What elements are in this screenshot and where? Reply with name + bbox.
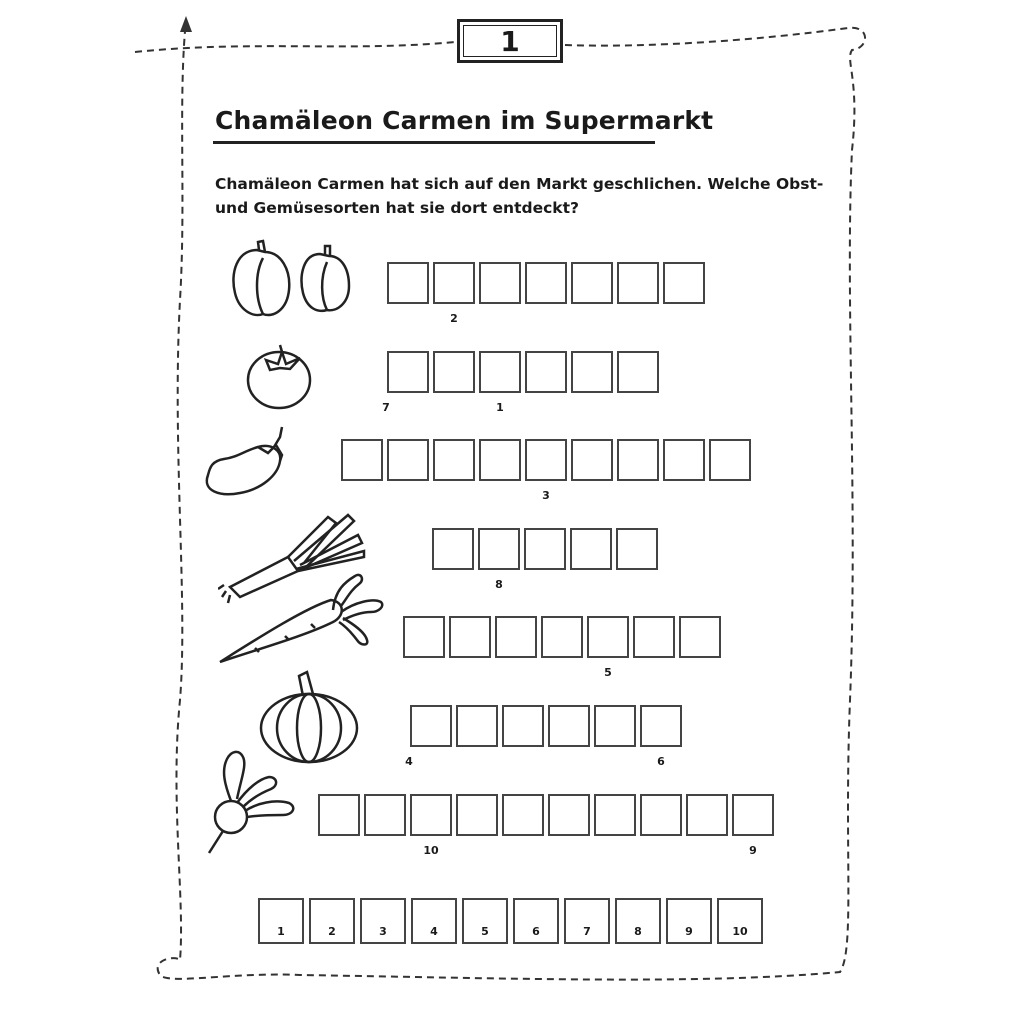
solution-box[interactable]: [360, 898, 406, 944]
solution-box[interactable]: [513, 898, 559, 944]
letter-box[interactable]: [663, 439, 705, 481]
letter-box[interactable]: [663, 262, 705, 304]
hint-number: 8: [495, 578, 503, 591]
hint-number: 5: [604, 666, 612, 679]
hint-number: 4: [405, 755, 413, 768]
solution-box[interactable]: [717, 898, 763, 944]
solution-number: 3: [379, 925, 387, 938]
solution-row: [258, 898, 768, 944]
hint-number: 3: [542, 489, 550, 502]
hint-number: 10: [423, 844, 439, 857]
letter-box[interactable]: [617, 439, 659, 481]
letter-box[interactable]: [587, 616, 629, 679]
solution-number: 8: [634, 925, 642, 938]
intro-text: Chamäleon Carmen hat sich auf den Markt geschlichen. Welche Obst- und Gemüsesorten hat sie dort entdeckt?: [215, 175, 824, 217]
letter-box[interactable]: [479, 439, 521, 481]
letter-box[interactable]: [341, 439, 383, 481]
letter-box[interactable]: [495, 616, 537, 658]
letter-box[interactable]: [548, 705, 590, 747]
letter-box[interactable]: [449, 616, 491, 658]
solution-number: 9: [685, 925, 693, 938]
solution-number: 7: [583, 925, 591, 938]
letter-box[interactable]: [364, 794, 406, 836]
letter-box[interactable]: [541, 616, 583, 658]
letter-box[interactable]: [640, 794, 682, 836]
eggplant-icon: [198, 425, 293, 500]
hint-number: 1: [496, 401, 504, 414]
letter-box[interactable]: [525, 351, 567, 393]
letter-box[interactable]: [570, 528, 612, 570]
solution-number: 6: [532, 925, 540, 938]
letter-box[interactable]: [709, 439, 751, 481]
radish-icon: [205, 745, 305, 860]
letter-row-7: [318, 794, 778, 857]
letter-box[interactable]: [403, 616, 445, 658]
letter-box[interactable]: [433, 439, 475, 481]
letter-box[interactable]: [432, 528, 474, 570]
solution-box[interactable]: [564, 898, 610, 944]
letter-box[interactable]: [433, 351, 475, 393]
letter-box[interactable]: [318, 794, 360, 836]
letter-row-2: [382, 351, 663, 414]
solution-box[interactable]: [411, 898, 457, 944]
solution-box[interactable]: [615, 898, 661, 944]
letter-box[interactable]: [387, 262, 429, 304]
solution-number: 1: [277, 925, 285, 938]
letter-box[interactable]: [571, 351, 613, 393]
letter-box[interactable]: [456, 794, 498, 836]
solution-box[interactable]: [309, 898, 355, 944]
tomato-icon: [240, 342, 320, 414]
solution-box[interactable]: [258, 898, 304, 944]
letter-box[interactable]: [617, 262, 659, 304]
carrot-icon: [215, 570, 390, 670]
letter-box[interactable]: [686, 794, 728, 836]
letter-box[interactable]: [525, 439, 567, 502]
letter-row-5: [403, 616, 725, 679]
page-title: Chamäleon Carmen im Supermarkt: [215, 106, 714, 135]
letter-box[interactable]: [410, 794, 452, 857]
page-number-badge: [457, 19, 563, 63]
letter-row-4: [432, 528, 662, 591]
letter-row-6: [405, 705, 686, 768]
solution-number: 4: [430, 925, 438, 938]
solution-box[interactable]: [666, 898, 712, 944]
letter-box[interactable]: [387, 439, 429, 481]
letter-box[interactable]: [633, 616, 675, 658]
letter-box[interactable]: [616, 528, 658, 570]
letter-row-3: [341, 439, 755, 502]
letter-box[interactable]: [640, 705, 682, 768]
letter-box[interactable]: [571, 262, 613, 304]
letter-box[interactable]: [502, 705, 544, 747]
page-number: 1: [500, 24, 520, 58]
letter-box[interactable]: [478, 528, 520, 591]
letter-box[interactable]: [732, 794, 774, 857]
letter-box[interactable]: [679, 616, 721, 658]
letter-box[interactable]: [405, 705, 452, 768]
letter-box[interactable]: [571, 439, 613, 481]
title-underline: [213, 141, 655, 144]
letter-box[interactable]: [594, 705, 636, 747]
solution-number: 10: [732, 925, 748, 938]
hint-number: 9: [749, 844, 757, 857]
hint-number: 7: [382, 401, 390, 414]
letter-box[interactable]: [594, 794, 636, 836]
letter-box[interactable]: [433, 262, 475, 325]
letter-box[interactable]: [524, 528, 566, 570]
letter-box[interactable]: [525, 262, 567, 304]
bell-pepper-icon: [225, 238, 360, 323]
solution-number: 5: [481, 925, 489, 938]
hint-number: 2: [450, 312, 458, 325]
letter-box[interactable]: [548, 794, 590, 836]
letter-box[interactable]: [382, 351, 429, 414]
letter-box[interactable]: [479, 351, 521, 414]
letter-box[interactable]: [617, 351, 659, 393]
letter-box[interactable]: [479, 262, 521, 304]
solution-number: 2: [328, 925, 336, 938]
solution-box[interactable]: [462, 898, 508, 944]
letter-box[interactable]: [456, 705, 498, 747]
letter-row-1: [387, 262, 709, 325]
letter-box[interactable]: [502, 794, 544, 836]
hint-number: 6: [657, 755, 665, 768]
